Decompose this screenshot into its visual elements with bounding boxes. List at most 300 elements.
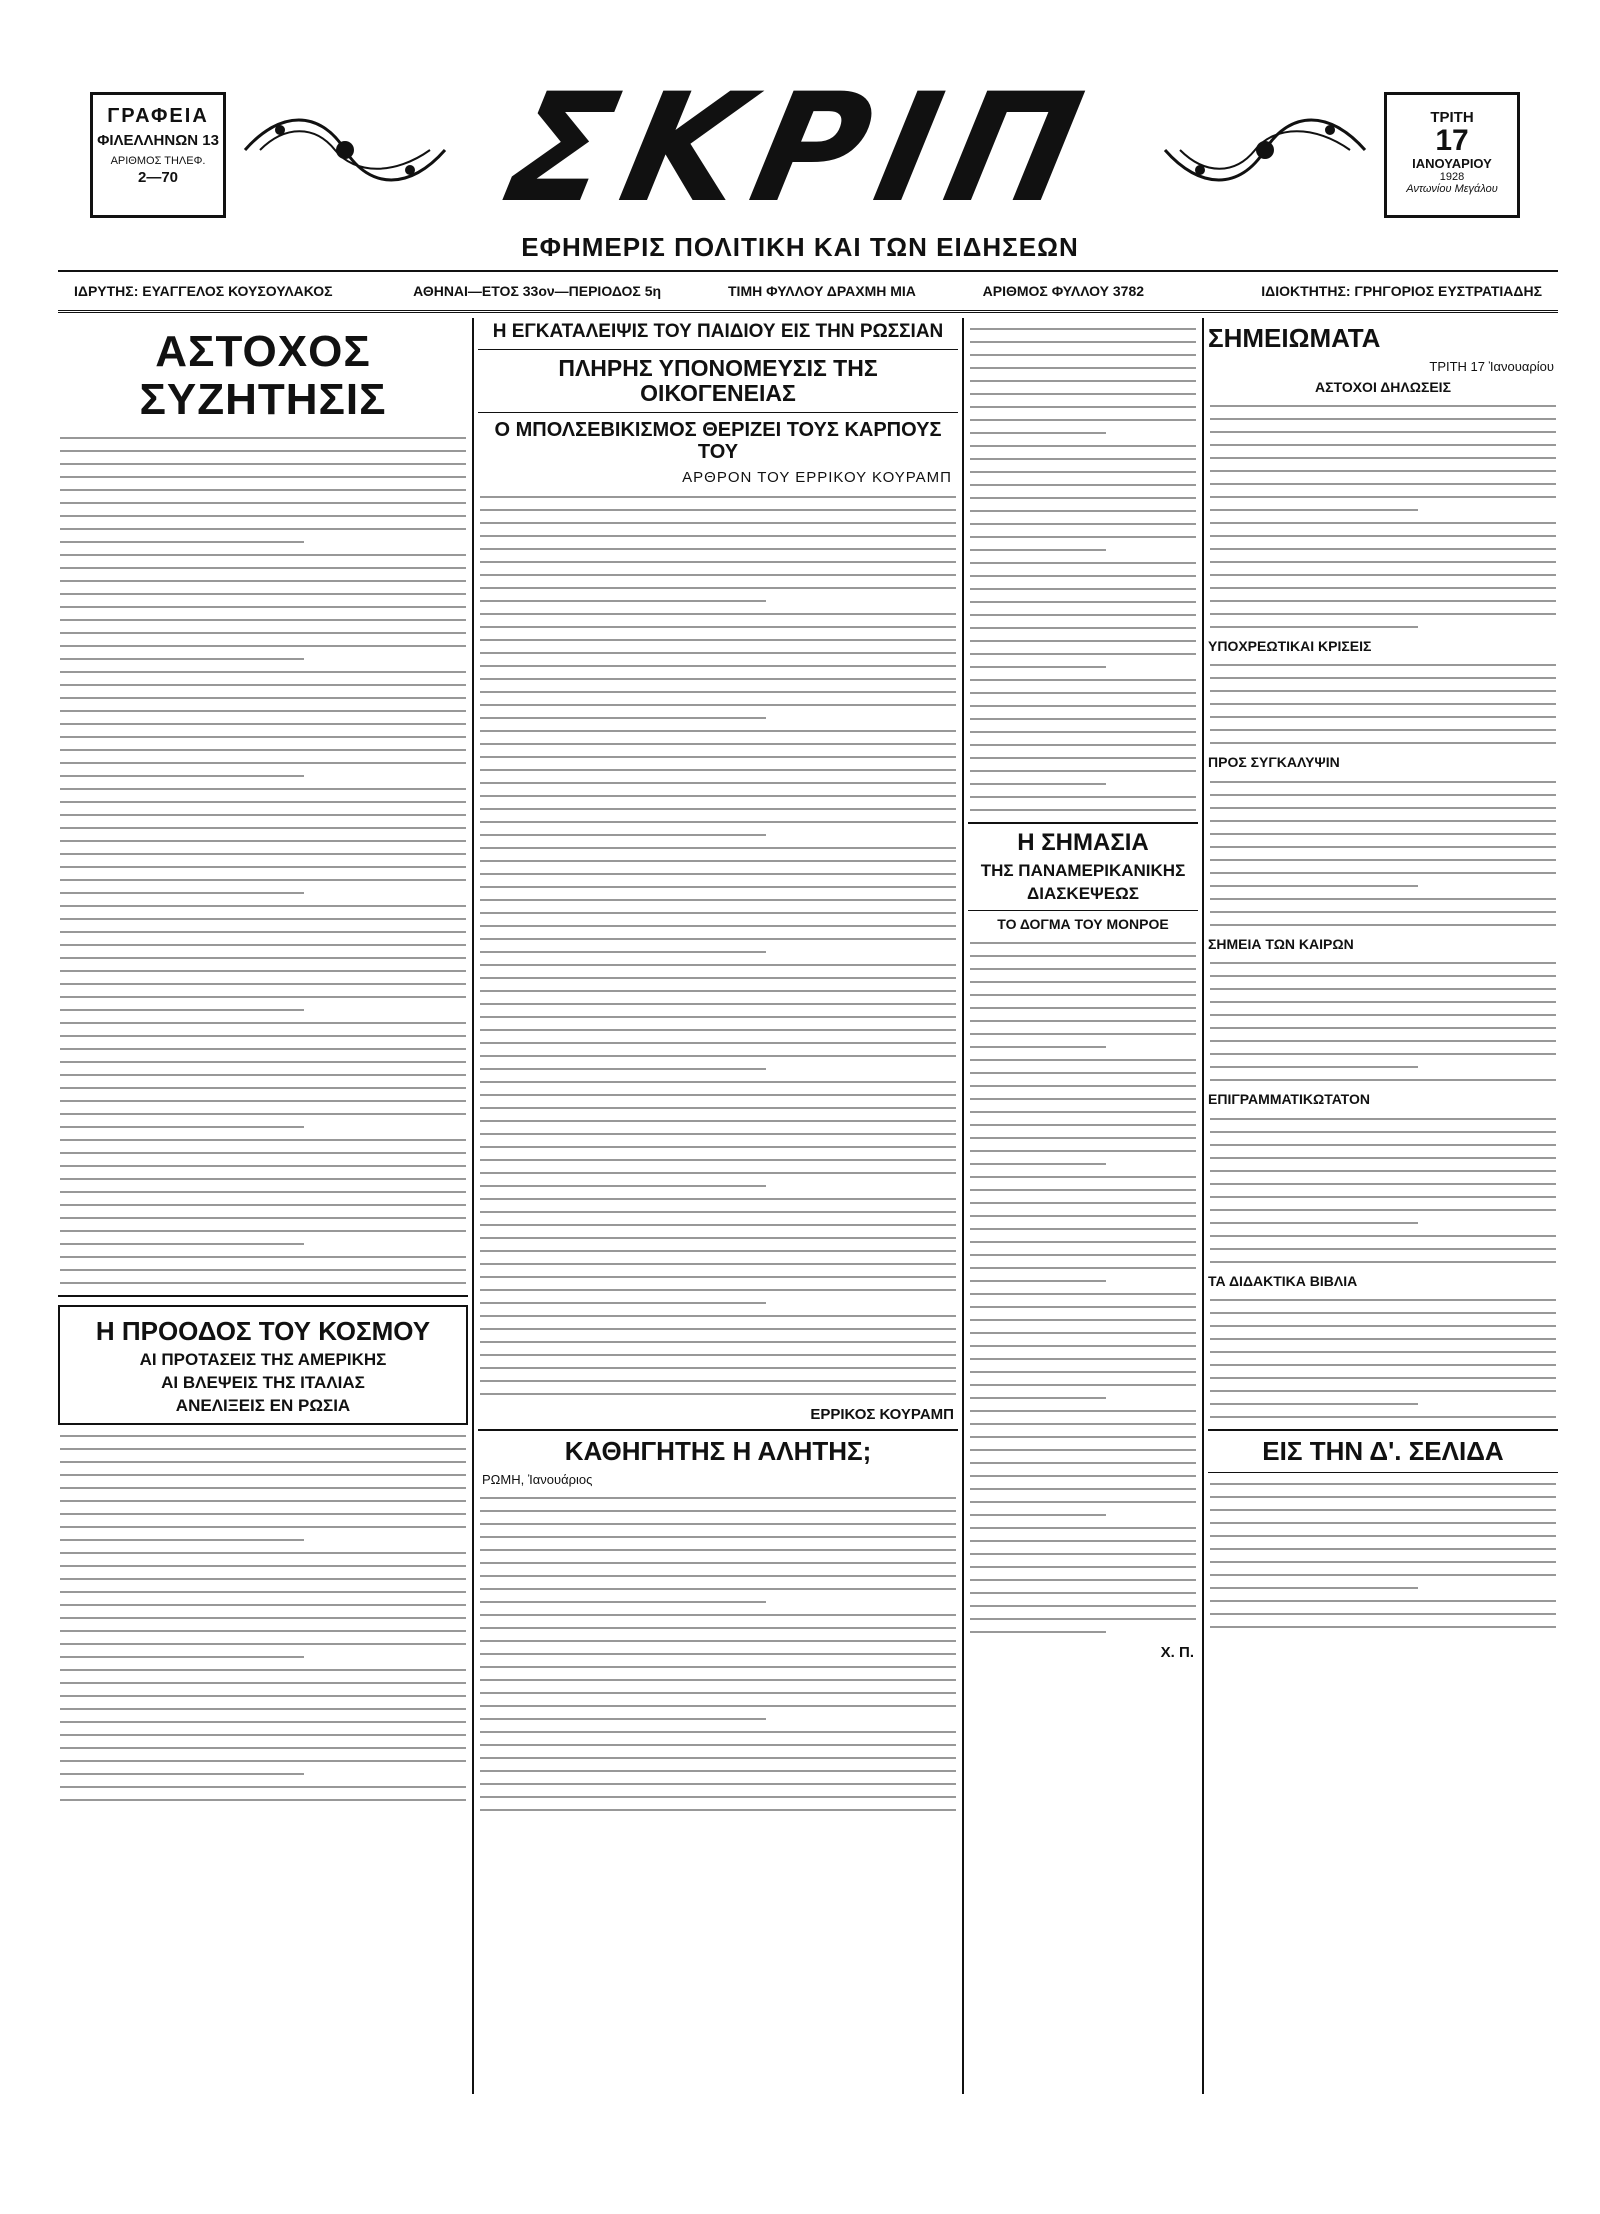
text-line xyxy=(60,1435,466,1437)
text-line xyxy=(970,1033,1196,1035)
text-line xyxy=(970,1215,1196,1217)
text-line xyxy=(480,1146,956,1148)
text-line xyxy=(970,354,1196,356)
text-line xyxy=(480,964,956,966)
text-line xyxy=(60,1243,304,1245)
text-line xyxy=(1210,1574,1556,1576)
text-line xyxy=(60,1487,466,1489)
text-line xyxy=(480,1497,956,1499)
text-line xyxy=(480,626,956,628)
divider xyxy=(478,1429,958,1431)
text-line xyxy=(1210,626,1418,628)
text-line xyxy=(480,496,956,498)
edition-info: ΑΘΗΝΑΙ—ΕΤΟΣ 33ον—ΠΕΡΙΟΔΟΣ 5η xyxy=(413,283,662,299)
text-line xyxy=(1210,664,1556,666)
text-line xyxy=(1210,535,1556,537)
text-line xyxy=(60,1630,466,1632)
text-line xyxy=(60,1565,466,1567)
text-line xyxy=(480,1341,956,1343)
text-line xyxy=(480,1601,766,1603)
text-line xyxy=(480,1224,956,1226)
text-line xyxy=(1210,1403,1418,1405)
text-line xyxy=(1210,496,1556,498)
text-line xyxy=(1210,1535,1556,1537)
text-line xyxy=(60,879,466,881)
text-line xyxy=(60,1009,304,1011)
office-box xyxy=(90,92,226,218)
world-news-box xyxy=(58,1305,468,1426)
text-line xyxy=(970,562,1196,564)
text-line xyxy=(480,1328,956,1330)
panamerican-headline: Η ΣΗΜΑΣΙΑ xyxy=(1017,829,1149,856)
left-ornament-icon xyxy=(240,100,450,200)
text-line xyxy=(1210,690,1556,692)
text-line xyxy=(480,730,956,732)
text-line xyxy=(60,1165,466,1167)
text-line xyxy=(60,1474,466,1476)
text-line xyxy=(970,614,1196,616)
text-line xyxy=(970,1163,1106,1165)
text-line xyxy=(480,743,956,745)
text-line xyxy=(480,1263,956,1265)
text-line xyxy=(970,1345,1196,1347)
text-line xyxy=(1210,1170,1556,1172)
text-line xyxy=(1210,1416,1556,1418)
divider xyxy=(58,1295,468,1297)
text-line xyxy=(480,561,956,563)
text-line xyxy=(480,1211,956,1213)
text-line xyxy=(1210,703,1556,705)
text-line xyxy=(480,821,956,823)
text-line xyxy=(970,1150,1196,1152)
text-line xyxy=(1210,794,1556,796)
text-line xyxy=(480,1380,956,1382)
text-line xyxy=(1210,1222,1418,1224)
text-line xyxy=(480,1367,956,1369)
text-line xyxy=(1210,872,1556,874)
text-line xyxy=(480,782,956,784)
text-line xyxy=(970,1423,1196,1425)
text-line xyxy=(970,1098,1196,1100)
text-line xyxy=(480,1549,956,1551)
text-line xyxy=(970,1189,1196,1191)
text-line xyxy=(480,1627,956,1629)
text-line xyxy=(1210,1377,1556,1379)
note-heading: ΥΠΟΧΡΕΩΤΙΚΑΙ ΚΡΙΣΕΙΣ xyxy=(1208,637,1372,654)
note-heading: ΠΡΟΣ ΣΥΓΚΑΛΥΨΙΝ xyxy=(1208,754,1340,771)
text-line xyxy=(60,1126,304,1128)
text-line xyxy=(970,341,1196,343)
article-body xyxy=(968,328,1198,811)
text-line xyxy=(970,445,1196,447)
text-line xyxy=(970,1358,1196,1360)
day-number: 17 xyxy=(1435,124,1469,157)
text-line xyxy=(480,1315,956,1317)
text-line xyxy=(970,1579,1196,1581)
text-line xyxy=(480,1055,956,1057)
text-line xyxy=(60,541,304,543)
text-line xyxy=(60,918,466,920)
text-line xyxy=(970,1293,1196,1295)
text-line xyxy=(970,1176,1196,1178)
text-line xyxy=(480,1393,956,1395)
text-line xyxy=(60,866,466,868)
text-line xyxy=(60,580,466,582)
text-line xyxy=(970,1319,1196,1321)
text-line xyxy=(60,762,466,764)
text-line xyxy=(60,931,466,933)
text-line xyxy=(970,692,1196,694)
text-line xyxy=(480,1107,956,1109)
text-line xyxy=(1210,457,1556,459)
note-body xyxy=(1208,781,1558,926)
text-line xyxy=(480,1237,956,1239)
text-line xyxy=(60,1087,466,1089)
text-line xyxy=(1210,1351,1556,1353)
year: 1928 xyxy=(1439,171,1465,183)
column-panamerican xyxy=(968,318,1198,2094)
text-line xyxy=(480,1003,956,1005)
text-line xyxy=(60,1552,466,1554)
text-line xyxy=(60,593,466,595)
publication-info-bar xyxy=(58,270,1558,313)
text-line xyxy=(970,1527,1196,1529)
text-line xyxy=(1210,962,1556,964)
text-line xyxy=(1210,561,1556,563)
note-body xyxy=(1208,1118,1558,1263)
text-line xyxy=(1210,444,1556,446)
text-line xyxy=(1210,1548,1556,1550)
text-line xyxy=(970,705,1196,707)
text-line xyxy=(480,1666,956,1668)
text-line xyxy=(970,1566,1196,1568)
column-rule xyxy=(1202,318,1204,2094)
month: ΙΑΝΟΥΑΡΙΟΥ xyxy=(1412,156,1492,171)
article-body xyxy=(478,1497,958,1811)
world-news-subhead: ΑΙ ΒΛΕΨΕΙΣ ΤΗΣ ΙΤΑΛΙΑΣ xyxy=(161,1373,365,1393)
note-heading: ΤΑ ΔΙΔΑΚΤΙΚΑ ΒΙΒΛΙΑ xyxy=(1208,1272,1358,1289)
text-line xyxy=(60,801,466,803)
text-line xyxy=(60,1178,466,1180)
text-line xyxy=(1210,677,1556,679)
author-initials: Χ. Π. xyxy=(1160,1644,1194,1662)
notes-section-title: ΣΗΜΕΙΩΜΑΤΑ xyxy=(1208,323,1381,353)
text-line xyxy=(970,419,1196,421)
article-body xyxy=(968,942,1198,1633)
text-line xyxy=(60,554,466,556)
text-line xyxy=(1210,1338,1556,1340)
text-line xyxy=(60,1230,466,1232)
text-line xyxy=(1210,1131,1556,1133)
text-line xyxy=(60,775,304,777)
text-line xyxy=(480,639,956,641)
text-line xyxy=(60,645,466,647)
text-line xyxy=(1210,613,1556,615)
text-line xyxy=(60,1721,466,1723)
text-line xyxy=(60,1113,466,1115)
feature-headline: ΚΑΘΗΓΗΤΗΣ Η ΑΛΗΤΗΣ; xyxy=(564,1436,872,1467)
date-box xyxy=(1384,92,1520,218)
text-line xyxy=(1210,924,1556,926)
text-line xyxy=(480,899,956,901)
note-body xyxy=(1208,962,1558,1081)
text-line xyxy=(970,1553,1196,1555)
text-line xyxy=(60,1760,466,1762)
text-line xyxy=(1210,418,1556,420)
text-line xyxy=(480,886,956,888)
text-line xyxy=(480,613,956,615)
text-line xyxy=(1210,859,1556,861)
text-line xyxy=(60,1734,466,1736)
text-line xyxy=(480,1523,956,1525)
text-line xyxy=(970,523,1196,525)
text-line xyxy=(1210,522,1556,524)
continued-headline: ΕΙΣ ΤΗΝ Δ'. ΣΕΛΙΔΑ xyxy=(1262,1435,1504,1466)
text-line xyxy=(970,1371,1196,1373)
text-line xyxy=(970,536,1196,538)
text-line xyxy=(480,1276,956,1278)
column-rule xyxy=(472,318,474,2094)
text-line xyxy=(480,1562,956,1564)
text-line xyxy=(60,476,466,478)
text-line xyxy=(60,957,466,959)
text-line xyxy=(1210,885,1418,887)
text-line xyxy=(60,736,466,738)
text-line xyxy=(60,1578,466,1580)
text-line xyxy=(970,770,1196,772)
masthead xyxy=(90,62,1520,262)
issue-number: ΑΡΙΘΜΟΣ ΦΥΛΛΟΥ 3782 xyxy=(982,283,1145,299)
saint-day: Αντωνίου Μεγάλου xyxy=(1406,183,1498,195)
text-line xyxy=(60,1204,466,1206)
text-line xyxy=(480,587,956,589)
text-line xyxy=(60,892,304,894)
text-line xyxy=(480,1679,956,1681)
text-line xyxy=(1210,483,1556,485)
text-line xyxy=(480,1575,956,1577)
note-body xyxy=(1208,664,1558,744)
text-line xyxy=(1210,1325,1556,1327)
text-line xyxy=(480,678,956,680)
text-line xyxy=(970,1449,1196,1451)
text-line xyxy=(60,606,466,608)
note-heading: ΑΣΤΟΧΟΙ ΔΗΛΩΣΕΙΣ xyxy=(1315,378,1451,395)
weekday: ΤΡΙΤΗ xyxy=(1430,109,1474,126)
text-line xyxy=(970,1059,1196,1061)
founder: ΙΔΡΥΤΗΣ: ΕΥΑΓΓΕΛΟΣ ΚΟΥΣΟΥΛΑΚΟΣ xyxy=(74,283,333,299)
text-line xyxy=(970,549,1106,551)
text-line xyxy=(970,328,1196,330)
text-line xyxy=(1210,1001,1556,1003)
note-body xyxy=(1208,1483,1558,1628)
text-line xyxy=(60,1695,466,1697)
text-line xyxy=(970,731,1196,733)
text-line xyxy=(60,632,466,634)
divider xyxy=(478,412,958,413)
text-line xyxy=(480,847,956,849)
phone-label: ΑΡΙΘΜΟΣ ΤΗΛΕΦ. xyxy=(110,155,206,167)
text-line xyxy=(60,996,466,998)
text-line xyxy=(60,1500,466,1502)
text-line xyxy=(60,1022,466,1024)
text-line xyxy=(480,912,956,914)
text-line xyxy=(1210,1209,1556,1211)
text-line xyxy=(1210,1600,1556,1602)
text-line xyxy=(480,990,956,992)
note-heading: ΣΗΜΕΙΑ ΤΩΝ ΚΑΙΡΩΝ xyxy=(1208,935,1354,952)
text-line xyxy=(1210,911,1556,913)
text-line xyxy=(1210,1079,1556,1081)
text-line xyxy=(1210,988,1556,990)
text-line xyxy=(1210,716,1556,718)
right-ornament-icon xyxy=(1160,100,1370,200)
text-line xyxy=(480,1159,956,1161)
text-line xyxy=(970,1631,1106,1633)
note-body xyxy=(1208,405,1558,628)
text-line xyxy=(480,925,956,927)
text-line xyxy=(1210,1613,1556,1615)
text-line xyxy=(480,535,956,537)
text-line xyxy=(480,938,956,940)
text-line xyxy=(1210,1522,1556,1524)
text-line xyxy=(970,1592,1196,1594)
text-line xyxy=(60,1643,466,1645)
text-line xyxy=(480,1042,956,1044)
phone-number: 2—70 xyxy=(137,169,179,186)
text-line xyxy=(60,619,466,621)
text-line xyxy=(970,1007,1196,1009)
text-line xyxy=(60,1461,466,1463)
text-line xyxy=(60,450,466,452)
text-line xyxy=(60,437,466,439)
text-line xyxy=(60,788,466,790)
office-street: ΦΙΛΕΛΛΗΝΩΝ 13 xyxy=(97,132,219,149)
column-rule xyxy=(962,318,964,2094)
text-line xyxy=(60,1191,466,1193)
text-line xyxy=(1210,405,1556,407)
text-line xyxy=(1210,1183,1556,1185)
panamerican-headline: ΤΗΣ ΠΑΝΑΜΕΡΙΚΑΝΙΚΗΣ xyxy=(980,861,1186,881)
article-body xyxy=(58,437,468,1284)
text-line xyxy=(480,1081,956,1083)
text-line xyxy=(60,970,466,972)
text-line xyxy=(970,601,1196,603)
text-line xyxy=(970,380,1196,382)
text-line xyxy=(480,756,956,758)
text-line xyxy=(60,1100,466,1102)
text-line xyxy=(60,1591,466,1593)
text-line xyxy=(60,658,304,660)
text-line xyxy=(1210,1626,1556,1628)
newspaper-subtitle: ΕΦΗΜΕΡΙΣ ΠΟΛΙΤΙΚΗ ΚΑΙ ΤΩΝ ΕΙΔΗΣΕΩΝ xyxy=(521,232,1079,262)
text-line xyxy=(970,1085,1196,1087)
text-line xyxy=(60,502,466,504)
text-line xyxy=(480,1185,766,1187)
text-line xyxy=(480,1757,956,1759)
note-body xyxy=(1208,1299,1558,1418)
text-line xyxy=(480,1133,956,1135)
notes-dateline: ΤΡΙΤΗ 17 Ἰανουαρίου xyxy=(1429,358,1554,374)
text-line xyxy=(970,367,1196,369)
text-line xyxy=(970,458,1196,460)
text-line xyxy=(480,1250,956,1252)
text-line xyxy=(60,1074,466,1076)
text-line xyxy=(60,463,466,465)
text-line xyxy=(970,510,1196,512)
text-line xyxy=(1210,1235,1556,1237)
text-line xyxy=(60,1747,466,1749)
text-line xyxy=(1210,1144,1556,1146)
text-line xyxy=(970,653,1196,655)
text-line xyxy=(480,717,766,719)
text-line xyxy=(480,1744,956,1746)
text-line xyxy=(1210,1118,1556,1120)
text-line xyxy=(60,1604,466,1606)
text-line xyxy=(480,1029,956,1031)
text-line xyxy=(1210,1312,1556,1314)
text-line xyxy=(970,1462,1196,1464)
text-line xyxy=(480,1172,956,1174)
text-line xyxy=(970,432,1106,434)
text-line xyxy=(480,600,766,602)
text-line xyxy=(60,1682,466,1684)
text-line xyxy=(480,1198,956,1200)
divider xyxy=(968,910,1198,911)
column-notes xyxy=(1208,318,1558,2094)
world-news-subhead: ΑΝΕΛΙΞΕΙΣ ΕΝ ΡΩΣΙΑ xyxy=(175,1395,351,1415)
text-line xyxy=(60,1656,304,1658)
text-line xyxy=(60,1256,466,1258)
text-line xyxy=(480,1692,956,1694)
text-line xyxy=(1210,1496,1556,1498)
text-line xyxy=(970,627,1196,629)
text-line xyxy=(60,1539,304,1541)
text-line xyxy=(480,652,956,654)
text-line xyxy=(60,671,466,673)
text-line xyxy=(60,827,466,829)
text-line xyxy=(480,977,956,979)
text-line xyxy=(1210,833,1556,835)
text-line xyxy=(480,1094,956,1096)
text-line xyxy=(480,951,766,953)
world-news-subhead: ΑΙ ΠΡΟΤΑΣΕΙΣ ΤΗΣ ΑΜΕΡΙΚΗΣ xyxy=(139,1350,387,1370)
text-line xyxy=(970,1397,1106,1399)
text-line xyxy=(480,808,956,810)
text-line xyxy=(60,1217,466,1219)
text-line xyxy=(60,1035,466,1037)
text-line xyxy=(60,905,466,907)
text-line xyxy=(60,697,466,699)
owner: ΙΔΙΟΚΤΗΤΗΣ: ΓΡΗΓΟΡΙΟΣ ΕΥΣΤΡΑΤΙΑΔΗΣ xyxy=(1261,283,1542,299)
text-line xyxy=(480,1536,956,1538)
author-signature: ΕΡΡΙΚΟΣ ΚΟΥΡΑΜΠ xyxy=(810,1406,954,1424)
text-line xyxy=(480,509,956,511)
text-line xyxy=(480,574,956,576)
text-line xyxy=(60,723,466,725)
text-line xyxy=(970,1436,1196,1438)
dateline: ΡΩΜΗ, Ἰανουάριος xyxy=(482,1472,593,1488)
text-line xyxy=(60,814,466,816)
text-line xyxy=(480,1796,956,1798)
text-line xyxy=(480,1510,956,1512)
text-line xyxy=(970,575,1196,577)
text-line xyxy=(480,548,956,550)
divider xyxy=(968,822,1198,824)
text-line xyxy=(60,983,466,985)
divider xyxy=(478,349,958,350)
text-line xyxy=(60,840,466,842)
text-line xyxy=(1210,1040,1556,1042)
